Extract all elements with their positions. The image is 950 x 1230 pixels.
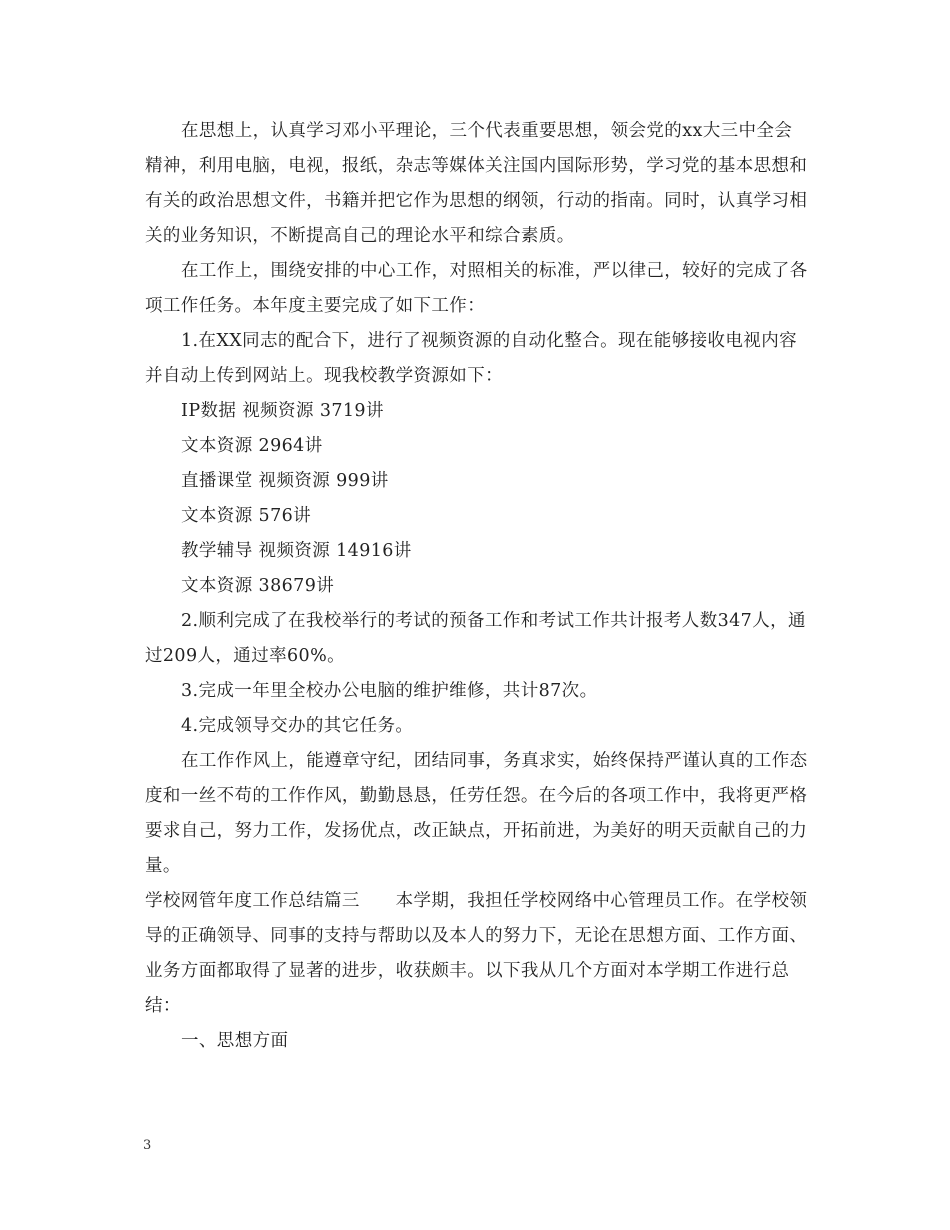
paragraph-style: 在工作作风上，能遵章守纪，团结同事，务真求实，始终保持严谨认真的工作态度和一丝不苟的工作作风，勤勤恳恳，任劳任怨。在今后的各项工作中，我将更严格要求自己，努力工作，发扬优点，改正缺点，开拓前进，为美好的明天贡献自己的力量。 bbox=[145, 751, 808, 876]
list-item-1: 1.在XX同志的配合下，进行了视频资源的自动化整合。现在能够接收电视内容并自动上传到网站上。现我校教学资源如下： bbox=[145, 331, 798, 386]
resource-line: 直播课堂 视频资源 999讲 bbox=[181, 471, 389, 491]
page-number: 3 bbox=[143, 1138, 152, 1153]
paragraph-part-three: 学校网管年度工作总结篇三 本学期，我担任学校网络中心管理员工作。在学校领导的正确领导、同事的支持与帮助以及本人的努力下，无论在思想方面、工作方面、业务方面都取得了显著的进步，收获颇丰。以下我从几个方面对本学期工作进行总结： bbox=[145, 891, 808, 1016]
list-item-4: 4.完成领导交办的其它任务。 bbox=[181, 716, 414, 736]
paragraph-thought: 在思想上，认真学习邓小平理论，三个代表重要思想，领会党的xx大三中全会精神，利用电脑，电视，报纸，杂志等媒体关注国内国际形势，学习党的基本思想和有关的政治思想文件，书籍并把它作为思想的纲领，行动的指南。同时，认真学习相关的业务知识，不断提高自己的理论水平和综合素质。 bbox=[145, 121, 808, 246]
resource-line: 文本资源 38679讲 bbox=[181, 576, 335, 596]
resource-line: IP数据 视频资源 3719讲 bbox=[181, 401, 384, 421]
resource-line: 教学辅导 视频资源 14916讲 bbox=[181, 541, 412, 561]
resource-line: 文本资源 2964讲 bbox=[181, 436, 323, 456]
list-item-3: 3.完成一年里全校办公电脑的维护维修，共计87次。 bbox=[181, 681, 598, 701]
section-heading: 一、思想方面 bbox=[181, 1031, 289, 1051]
list-item-2: 2.顺利完成了在我校举行的考试的预备工作和考试工作共计报考人数347人，通过209人，通过率60%。 bbox=[145, 611, 806, 666]
resource-line: 文本资源 576讲 bbox=[181, 506, 312, 526]
paragraph-work: 在工作上，围绕安排的中心工作，对照相关的标准，严以律己，较好的完成了各项工作任务。本年度主要完成了如下工作： bbox=[145, 261, 808, 316]
